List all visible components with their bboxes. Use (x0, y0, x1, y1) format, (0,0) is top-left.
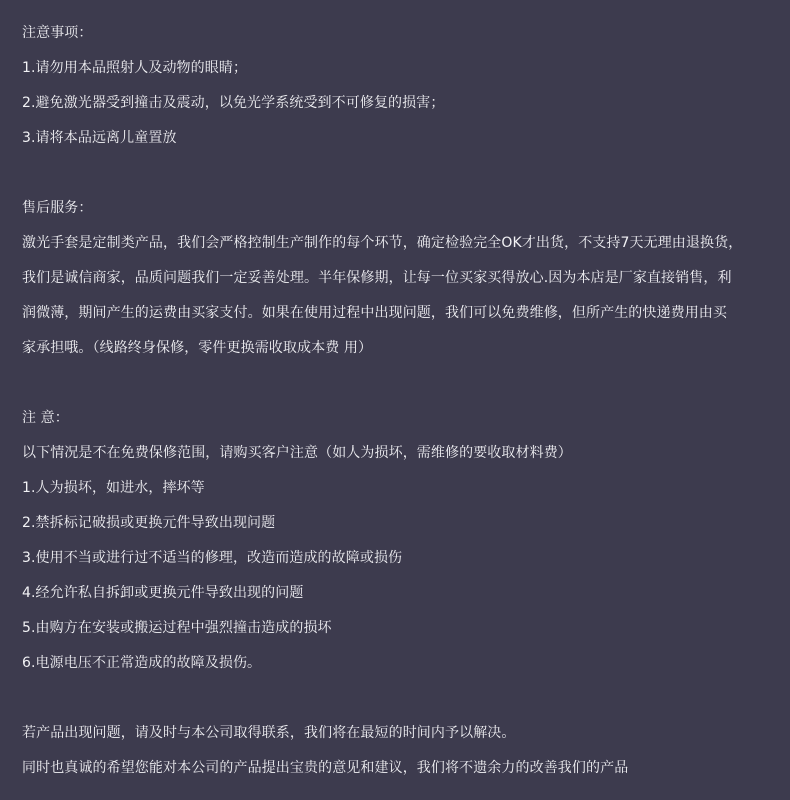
attention-item-2: 2.禁拆标记破损或更换元件导致出现问题 (22, 515, 276, 531)
after-sales-heading: 售后服务： (22, 200, 93, 216)
attention-item-1: 1.人为损坏，如进水，摔坏等 (22, 480, 205, 496)
attention-item-4: 4.经允许私自拆卸或更换元件导致出现的问题 (22, 585, 304, 601)
after-sales-line-2: 我们是诚信商家，品质问题我们一定妥善处理。半年保修期，让每一位买家买得放心.因为本店是厂家直接销售，利 (22, 270, 732, 286)
notice-item-2: 2.避免激光器受到撞击及震动，以免光学系统受到不可修复的损害； (22, 95, 445, 111)
attention-intro: 以下情况是不在免费保修范围，请购买客户注意（如人为损坏，需维修的要收取材料费） (22, 445, 572, 461)
attention-heading: 注 意： (22, 410, 69, 426)
attention-item-6: 6.电源电压不正常造成的故障及损伤。 (22, 655, 262, 671)
notice-item-1: 1.请勿用本品照射人及动物的眼睛； (22, 60, 248, 76)
notice-item-3: 3.请将本品远离儿童置放 (22, 130, 177, 146)
after-sales-line-1: 激光手套是定制类产品，我们会严格控制生产制作的每个环节，确定检验完全OK才出货，不支持7天无理由退换货， (22, 235, 743, 251)
after-sales-line-4: 家承担哦。（线路终身保修，零件更换需收取成本费 用） (22, 340, 373, 356)
attention-item-3: 3.使用不当或进行过不适当的修理，改造而造成的故障或损伤 (22, 550, 403, 566)
closing-line-1: 若产品出现问题，请及时与本公司取得联系，我们将在最短的时间内予以解决。 (22, 725, 516, 741)
closing-line-2: 同时也真诚的希望您能对本公司的产品提出宝贵的意见和建议，我们将不遗余力的改善我们的产品 (22, 760, 629, 776)
attention-item-5: 5.由购方在安装或搬运过程中强烈撞击造成的损坏 (22, 620, 332, 636)
notice-heading: 注意事项： (22, 25, 93, 41)
after-sales-line-3: 润微薄，期间产生的运费由买家支付。如果在使用过程中出现问题，我们可以免费维修，但所产生的快递费用由买 (22, 305, 727, 321)
